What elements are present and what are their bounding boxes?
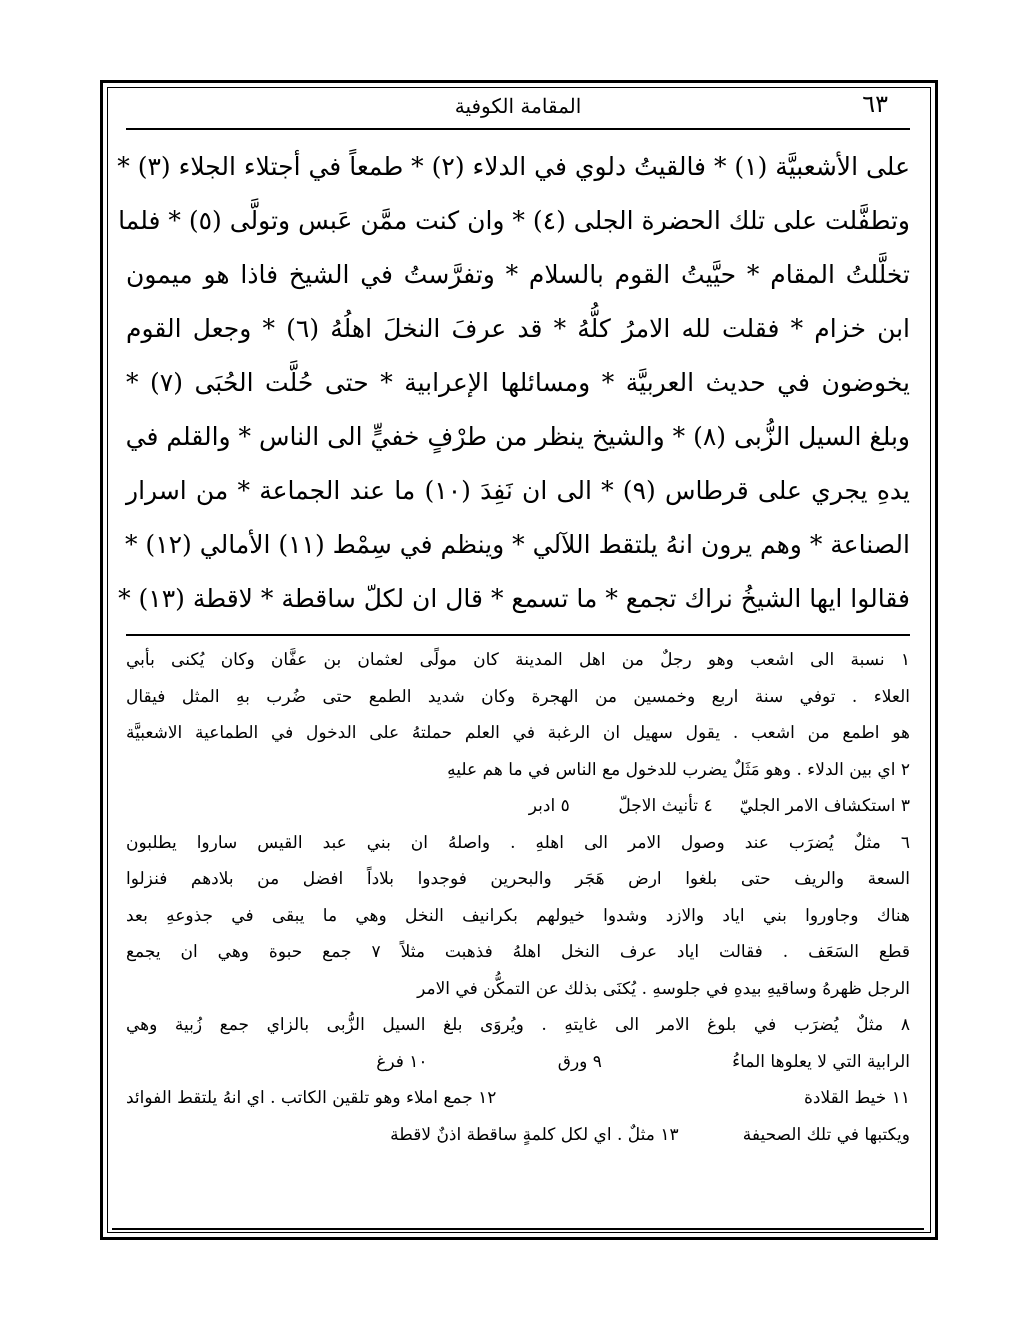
page-number: ٦٣ <box>862 90 888 118</box>
footnote-9: ٩ ورق <box>557 1051 602 1072</box>
footnote-11: ١١ خيط القلادة <box>804 1088 910 1108</box>
footnote-6-line: هناك وجاوروا بني اياد والازد وشدوا خيولهم بكرانيف النخل وهي ما يبقى في جذوعهِ بعد <box>126 905 911 926</box>
footnote-8-line: الرابية التي لا يعلوها الماءُ <box>732 1051 910 1072</box>
footnotes-8-9-10 <box>126 1044 910 1081</box>
footnote-1-line: ١ نسبة الى اشعب وهو رجلٌ من اهل المدينة كان مولًى لعثمان بن عفَّان وكان يُكنى بأبي <box>126 650 910 670</box>
main-text-line: على الأشعبيَّة (١) * فالقيتُ دلوي في الدلاء (٢) * طمعاً في أجتلاء الجلاء (٣) * <box>117 152 910 181</box>
footnote-10: ١٠ فرغ <box>376 1051 428 1072</box>
footnotes-12-13 <box>126 1117 910 1154</box>
main-text-line: وتطفَّلت على تلك الحضرة الجلى (٤) * وان كنت ممَّن عَبس وتولَّى (٥) * فلما <box>118 206 910 235</box>
footnote-7-line: الرجل ظهرهُ وساقيهِ بيدهِ في جلوسهِ . يُكنَى بذلك عن التمكُّن في الامر <box>417 978 910 999</box>
footnotes-3-4-5 <box>126 788 910 825</box>
footnotes-rule <box>126 634 910 636</box>
footnote-5: ٥ ادبر <box>528 796 570 816</box>
footer-rule <box>112 1228 924 1230</box>
main-text-line: ابن خزام * فقلت لله الامرُ كلُّهُ * قد عرفَ النخلَ اهلُهُ (٦) * وجعل القوم <box>126 314 910 343</box>
running-title: المقامة الكوفية <box>454 94 582 118</box>
spacer <box>126 1117 326 1154</box>
footnote-2: ٢ اي بين الدلاء . وهو مَثَلٌ يضرب للدخول مع الناس في ما هم عليهِ <box>447 759 910 780</box>
footnote-6-7-line: قطع السَعَف . فقالت اياد عرف النخل اهلهُ فذهبت مثلاً ٧ جمع حبوة وهي ان يجمع <box>126 942 910 962</box>
book-page <box>118 88 918 1153</box>
footnote-12-line: ١٢ جمع املاء وهو تلقين الكاتب . اي انهُ يلتقط الفوائد <box>126 1088 497 1108</box>
main-text-line: الصناعة * وهم يرون انهُ يلتقط اللآلي * وينظم في سِمْط (١١) الأمالي (١٢) * <box>124 530 910 559</box>
footnote-3: ٣ استكشاف الامر الجليّ <box>739 796 910 816</box>
footnote-12-line: ويكتبها في تلك الصحيفة <box>742 1124 910 1145</box>
main-text-line: وبلغ السيل الزُّبى (٨) * والشيخ ينظر من طرْفٍ خفيٍّ الى الناس * والقلم في <box>125 422 910 451</box>
main-text-line: تخلَّلتُ المقام * حيَّيتُ القوم بالسلام * وتفرَّستُ في الشيخ فاذا هو ميمون <box>126 260 910 289</box>
main-text-line: فقالوا ايها الشيخُ نراك تجمع * ما تسمع * قال ان لكلّ ساقطة * لاقطة (١٣) * <box>118 584 910 613</box>
spacer <box>126 1044 246 1081</box>
footnotes <box>118 642 918 1153</box>
main-text-line: يدهِ يجري على قرطاس (٩) * الى ان نَفِدَ (١٠) ما عند الجماعة * من اسرار <box>126 476 910 505</box>
footnote-8-line: ٨ مثلٌ يُضرَب في بلوغ الامر الى غايتهِ . ويُروَى بلغ السيل الزُّبى بالزاي جمع زُبية وهي <box>126 1015 910 1035</box>
footnote-1-line: هو اطمع من اشعب . يقول سهيل ان الرغبة في العلم حملتهُ على الدخول في الطماعية الاشعبيَّة <box>126 723 910 743</box>
footnote-1-line: العلاء . توفي سنة اربع وخمسين من الهجرة وكان شديد الطمع حتى ضُرب بهِ المثل فيقال <box>126 686 910 707</box>
footnote-6-line: السعة والريف حتى بلغوا ارض هَجَر والبحرين فوجدوا بلاداً افضل من بلادهم فنزلوا <box>126 869 910 889</box>
footnote-13: ١٣ مثلٌ . اي لكل كلمةٍ ساقطة اذنٌ لاقطة <box>390 1124 679 1145</box>
footnote-4: ٤ تأنيث الاجلّ <box>618 796 713 816</box>
footnote-6-line: ٦ مثلٌ يُضرَب عند وصول الامر الى اهلهِ . واصلهُ ان بني عبد القيس ساروا يطلبون <box>126 832 910 853</box>
footnotes-11-12 <box>126 1080 910 1117</box>
page-header <box>118 88 918 128</box>
main-text <box>118 130 918 626</box>
main-text-line: يخوضون في حديث العربيَّة * ومسائلها الإعرابية * حتى حُلَّت الحُبَى (٧) * <box>126 368 910 397</box>
